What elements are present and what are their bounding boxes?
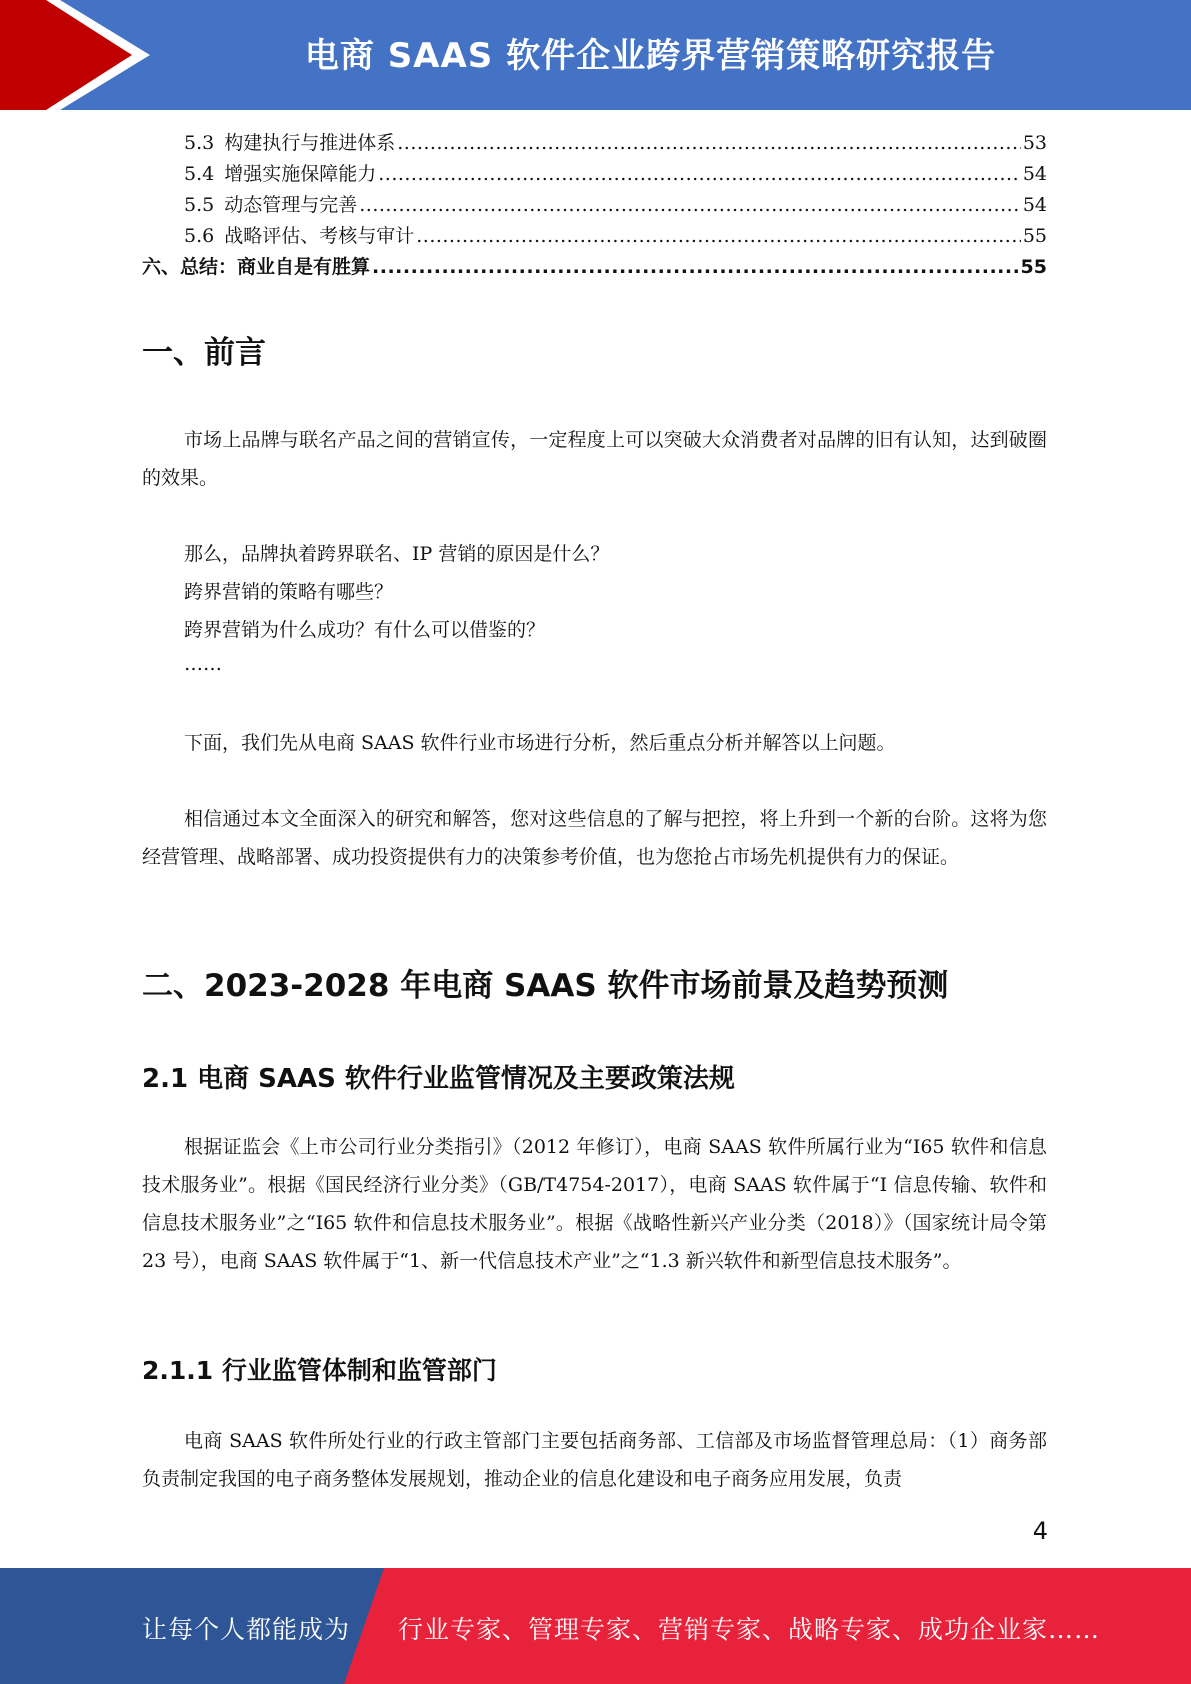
- intro-paragraph: 下面，我们先从电商 SAAS 软件行业市场进行分析，然后重点分析并解答以上问题。: [184, 732, 896, 754]
- header-arrow-icon: [0, 0, 160, 110]
- table-of-contents: [142, 128, 1047, 283]
- footer-slogan-right: 行业专家、管理专家、营销专家、战略专家、成功企业家……: [398, 1615, 1101, 1644]
- toc-number: 5.5: [184, 194, 215, 216]
- value-paragraph: 相信通过本文全面深入的研究和解答，您对这些信息的了解与把控，将上升到一个新的台阶。这将为您经营管理、战略部署、成功投资提供有力的决策参考价值，也为您抢占市场先机提供有力的保证。: [142, 808, 1047, 868]
- toc-leader: [416, 221, 1021, 252]
- footer-banner: [0, 1568, 1191, 1684]
- section-heading-forecast: 二、2023-2028 年电商 SAAS 软件市场前景及趋势预测: [142, 968, 949, 1004]
- toc-label: 战略评估、考核与审计: [224, 225, 415, 247]
- toc-leader: [359, 190, 1021, 221]
- report-title: 电商 SAAS 软件企业跨界营销策略研究报告: [304, 36, 997, 76]
- subsection-heading-supervision: 2.1.1 行业监管体制和监管部门: [142, 1356, 497, 1385]
- page-number: 4: [1032, 1517, 1048, 1545]
- toc-page: 54: [1022, 194, 1047, 216]
- question-line: 跨界营销为什么成功？有什么可以借鉴的？: [184, 619, 546, 641]
- subsection-heading-regulation: 2.1 电商 SAAS 软件行业监管情况及主要政策法规: [142, 1064, 735, 1094]
- toc-leader: [372, 252, 1019, 283]
- supervision-paragraph: 电商 SAAS 软件所处行业的行政主管部门主要包括商务部、工信部及市场监督管理总局：（1）商务部负责制定我国的电子商务整体发展规划，推动企业的信息化建设和电子商务应用发展，负责: [142, 1430, 1047, 1490]
- toc-label: 六、总结：商业自是有胜算: [142, 256, 371, 278]
- toc-entry[interactable]: [142, 252, 1047, 283]
- regulation-paragraph: 根据证监会《上市公司行业分类指引》（2012 年修订），电商 SAAS 软件所属行业为“I65 软件和信息技术服务业”。根据《国民经济行业分类》（GB/T4754-2017），电商 SAAS 软件属于“I 信息传输、软件和信息技术服务业”之“I65 软件和信息技术服务业”。根据《战略性新兴产业分类（2018）》（国家统计局令第 23 号），电商 SAAS 软件属于“1、新一代信息技术产业”之“1.3 新兴软件和新型信息技术服务”。: [142, 1136, 1047, 1272]
- toc-number: 5.4: [184, 163, 215, 185]
- header-banner: [0, 0, 1191, 110]
- toc-entry[interactable]: [142, 190, 1047, 221]
- section-heading-preface: 一、前言: [142, 335, 266, 371]
- toc-label: 构建执行与推进体系: [224, 132, 396, 154]
- footer-slogan-left: 让每个人都能成为: [142, 1615, 351, 1644]
- toc-number: 5.6: [184, 225, 215, 247]
- toc-leader: [397, 128, 1021, 159]
- toc-entry[interactable]: [142, 128, 1047, 159]
- toc-number: 5.3: [184, 132, 215, 154]
- toc-label: 增强实施保障能力: [224, 163, 377, 185]
- preface-paragraph: 市场上品牌与联名产品之间的营销宣传，一定程度上可以突破大众消费者对品牌的旧有认知，达到破圈的效果。: [142, 429, 1047, 489]
- question-line: 跨界营销的策略有哪些？: [184, 581, 394, 603]
- toc-page: 55: [1022, 225, 1047, 247]
- toc-entry[interactable]: [142, 159, 1047, 190]
- ellipsis-line: ……: [184, 653, 222, 675]
- toc-page: 53: [1022, 132, 1047, 154]
- toc-label: 动态管理与完善: [224, 194, 358, 216]
- toc-entry[interactable]: [142, 221, 1047, 252]
- toc-leader: [378, 159, 1021, 190]
- toc-page: 54: [1022, 163, 1047, 185]
- question-line: 那么，品牌执着跨界联名、IP 营销的原因是什么？: [184, 543, 610, 565]
- toc-page: 55: [1020, 256, 1047, 278]
